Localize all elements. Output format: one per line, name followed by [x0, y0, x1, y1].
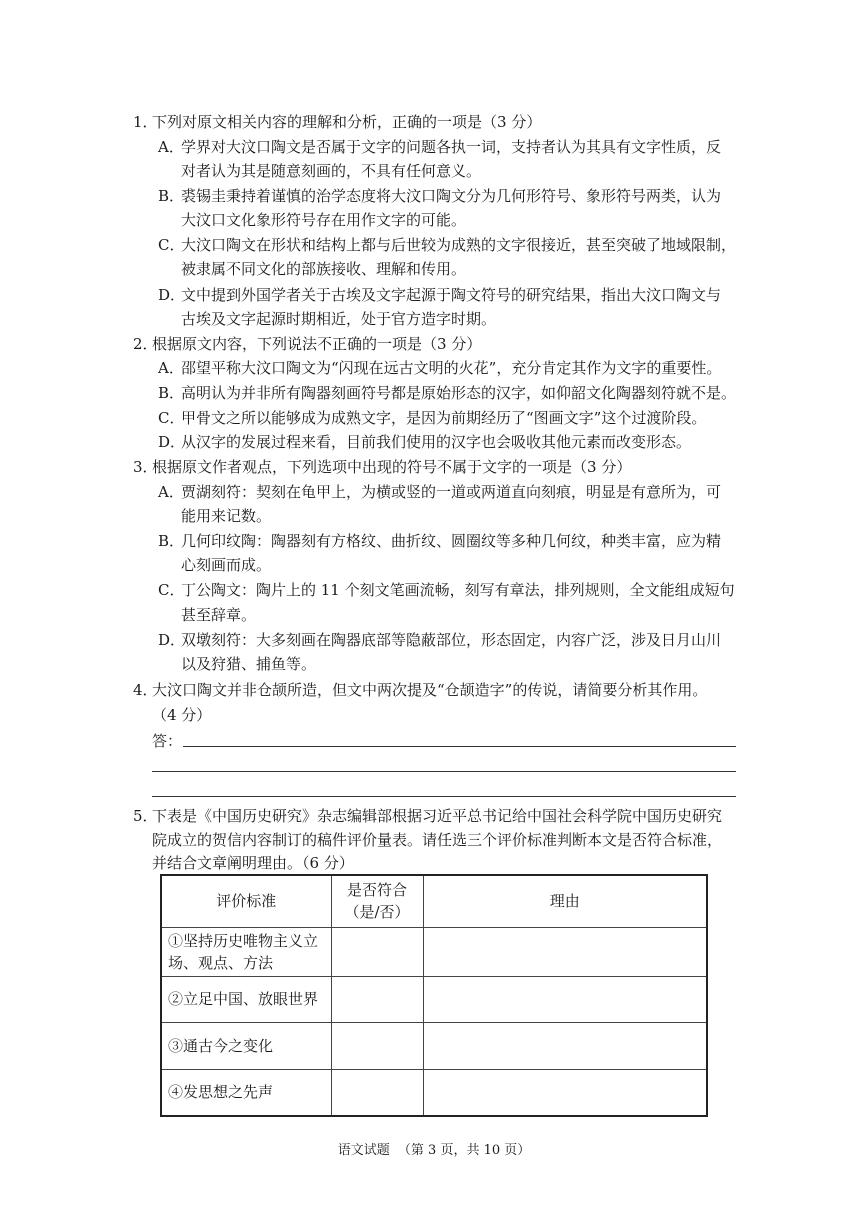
- q2-stem: 根据原文内容，下列说法不正确的一项是（3 分）: [152, 335, 482, 353]
- q4-number: 4．: [133, 681, 158, 699]
- q2-option-c-letter: C．: [158, 409, 185, 427]
- table-row: [161, 1069, 707, 1116]
- q1-stem: 下列对原文相关内容的理解和分析，正确的一项是（3 分）: [152, 113, 542, 131]
- q4-answer-line-3[interactable]: [152, 796, 736, 797]
- q3-number: 3．: [133, 458, 158, 476]
- q1-number: 1．: [133, 113, 158, 131]
- q3-option-a-text: 贾湖刻符：契刻在龟甲上，为横或竖的一道或两道直向刻痕，明显是有意所为，可: [181, 483, 722, 501]
- criteria-1-line-1: ①坚持历史唯物主义立: [168, 931, 319, 950]
- q5-stem: 下表是《中国历史研究》杂志编辑部根据习近平总书记给中国社会科学院中国历史研究: [152, 807, 723, 825]
- q4-stem: 大汶口陶文并非仓颉所造，但文中两次提及“仓颉造字”的传说，请简要分析其作用。: [152, 681, 708, 699]
- q2-option-d-letter: D．: [158, 433, 186, 451]
- q2-option-c-text: 甲骨文之所以能够成为成熟文字，是因为前期经历了“图画文字”这个过渡阶段。: [181, 409, 707, 427]
- header-compliance: [331, 875, 423, 927]
- q3-option-d-text: 双墩刻符：大多刻画在陶器底部等隐蔽部位，形态固定，内容广泛，涉及日月山川: [181, 631, 722, 649]
- q4-answer-label: 答：: [152, 732, 183, 750]
- q2-number: 2．: [133, 335, 158, 353]
- q1-option-a-text-cont: 对者认为其是随意刻画的，不具有任何意义。: [181, 162, 482, 180]
- q1-option-a-text: 学界对大汶口陶文是否属于文字的问题各执一词，支持者认为其具有文字性质，反: [181, 138, 722, 156]
- q3-option-a-text-cont: 能用来记数。: [181, 507, 272, 525]
- q1-option-c-text-cont: 被隶属不同文化的部族接收、理解和传用。: [181, 260, 467, 278]
- criteria-cell-2: ②立足中国、放眼世界: [161, 976, 331, 1022]
- q4-answer-line-2[interactable]: [152, 771, 736, 772]
- q1-option-c-text: 大汶口陶文在形状和结构上都与后世较为成熟的文字很接近，甚至突破了地域限制，: [181, 236, 737, 254]
- criteria-cell-3: ③通古今之变化: [161, 1022, 331, 1069]
- header-reason: 理由: [423, 875, 707, 927]
- q3-option-c-text-cont: 甚至辞章。: [181, 606, 257, 624]
- q1-option-b-text: 裘锡圭秉持着谨慎的治学态度将大汶口陶文分为几何形符号、象形符号两类，认为: [181, 187, 722, 205]
- q3-stem: 根据原文作者观点，下列选项中出现的符号不属于文字的一项是（3 分）: [152, 458, 632, 476]
- q3-option-d-letter: D．: [158, 631, 186, 649]
- reason-cell-3[interactable]: [423, 1022, 707, 1069]
- q1-option-d-text-cont: 古埃及文字起源时期相近，处于官方造字时期。: [181, 310, 497, 328]
- page-footer: [0, 1139, 868, 1158]
- q3-option-a-letter: A．: [158, 483, 184, 501]
- q2-option-d-text: 从汉字的发展过程来看，目前我们使用的汉字也会吸收其他元素而改变形态。: [181, 433, 692, 451]
- q2-option-b-letter: B．: [158, 384, 185, 402]
- reason-cell-1[interactable]: [423, 927, 707, 976]
- compliance-cell-3[interactable]: [331, 1022, 423, 1069]
- q5-stem-cont-1: 院成立的贺信内容制订的稿件评价量表。请任选三个评价标准判断本文是否符合标准，: [152, 831, 723, 849]
- criteria-cell-4: ④发思想之先声: [161, 1069, 331, 1116]
- q1-option-d-letter: D．: [158, 286, 186, 304]
- compliance-cell-2[interactable]: [331, 976, 423, 1022]
- q3-option-b-text: 几何印纹陶：陶器刻有方格纹、曲折纹、圆圈纹等多种几何纹，种类丰富，应为精: [181, 532, 722, 550]
- q3-option-b-text-cont: 心刻画而成。: [181, 556, 272, 574]
- reason-cell-4[interactable]: [423, 1069, 707, 1116]
- reason-cell-2[interactable]: [423, 976, 707, 1022]
- header-compliance-line-2: （是/否）: [344, 903, 410, 922]
- q4-answer-line-1[interactable]: [183, 746, 736, 747]
- table-row: [161, 976, 707, 1022]
- evaluation-table: [160, 874, 708, 1117]
- q1-option-d-text: 文中提到外国学者关于古埃及文字起源于陶文符号的研究结果，指出大汶口陶文与: [181, 286, 722, 304]
- table-header-row: [161, 875, 707, 927]
- q2-option-b-text: 高明认为并非所有陶器刻画符号都是原始形态的汉字，如仰韶文化陶器刻符就不是。: [181, 384, 737, 402]
- q2-option-a-letter: A．: [158, 359, 184, 377]
- header-compliance-line-1: 是否符合: [346, 881, 407, 900]
- q3-option-b-letter: B．: [158, 532, 185, 550]
- q5-number: 5．: [133, 807, 158, 825]
- criteria-1-line-2: 场、观点、方法: [168, 953, 274, 972]
- compliance-cell-4[interactable]: [331, 1069, 423, 1116]
- footer-subject: 语文试题: [337, 1143, 390, 1158]
- q2-option-a-text: 邵望平称大汶口陶文为“闪现在远古文明的火花”，充分肯定其作为文字的重要性。: [181, 359, 722, 377]
- criteria-cell-1: [161, 927, 331, 976]
- q1-option-a-letter: A．: [158, 138, 184, 156]
- header-criteria: 评价标准: [161, 875, 331, 927]
- table-row: [161, 1022, 707, 1069]
- q5-stem-cont-2: 并结合文章阐明理由。（6 分）: [152, 854, 354, 872]
- footer-page-number: （第 3 页，共 10 页）: [397, 1143, 531, 1158]
- q4-points: （4 分）: [152, 706, 212, 724]
- q1-option-c-letter: C．: [158, 236, 185, 254]
- q3-option-d-text-cont: 以及狩猎、捕鱼等。: [181, 655, 317, 673]
- q3-option-c-letter: C．: [158, 581, 185, 599]
- q1-option-b-letter: B．: [158, 187, 185, 205]
- compliance-cell-1[interactable]: [331, 927, 423, 976]
- q3-option-c-text: 丁公陶文：陶片上的 11 个刻文笔画流畅，刻写有章法，排列规则，全文能组成短句: [181, 581, 735, 599]
- table-row: [161, 927, 707, 976]
- q1-option-b-text-cont: 大汶口文化象形符号存在用作文字的可能。: [181, 211, 467, 229]
